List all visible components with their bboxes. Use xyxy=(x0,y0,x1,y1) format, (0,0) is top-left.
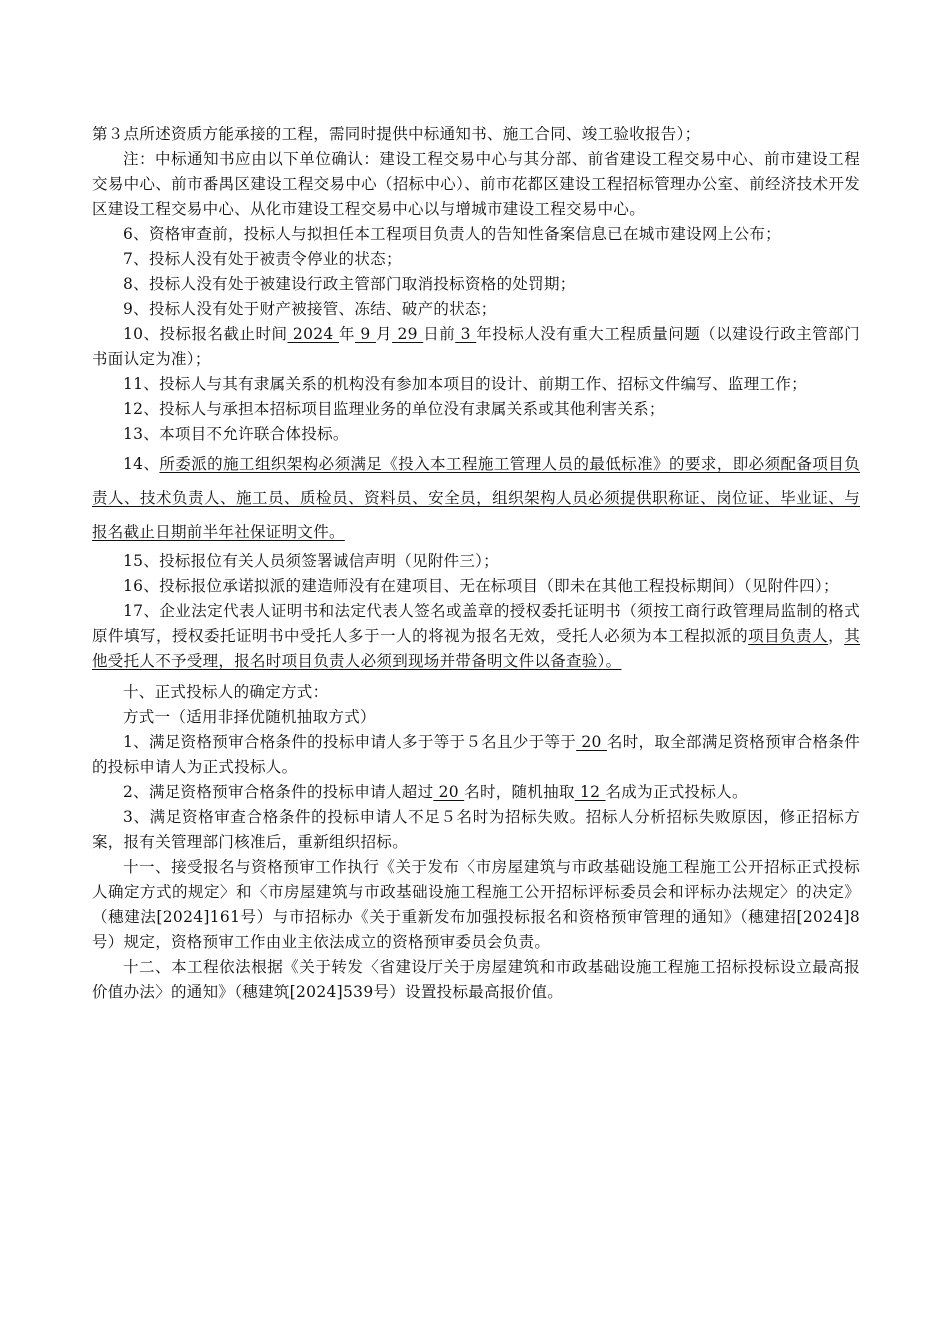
rule-1-text: 1、满足资格预审合格条件的投标申请人多于等于５名且少于等于 xyxy=(123,733,577,751)
rule-2-threshold: 20 xyxy=(433,783,465,801)
section-10-heading: 十、正式投标人的确定方式： xyxy=(123,683,329,701)
deadline-day: 29 xyxy=(392,325,424,343)
paragraph-qualification-continuation: 第３点所述资质方能承接的工程，需同时提供中标通知书、施工合同、竣工验收报告）； xyxy=(92,125,701,143)
item-17-underlined-role: 项目负责人 xyxy=(748,627,829,645)
rule-2-draw-count: 12 xyxy=(574,783,606,801)
item-8: 8、投标人没有处于被建设行政主管部门取消投标资格的处罚期； xyxy=(123,275,576,293)
rule-2-text: 名时，随机抽取 xyxy=(464,783,575,801)
item-10-text: 10、投标报名截止时间 xyxy=(123,325,288,343)
quality-years: 3 xyxy=(455,325,477,343)
rule-2-text: 2、满足资格预审合格条件的投标申请人超过 xyxy=(123,783,434,801)
item-15: 15、投标报位有关人员须签署诚信声明（见附件三）； xyxy=(123,552,499,570)
item-16: 16、投标报位承诺拟派的建造师没有在建项目、无在标项目（即未在其他工程投标期间）（见附件四）； xyxy=(123,577,839,595)
rule-1-text: 名时，取全部满足资格预审合格条件的投标申请人为正式投标人。 xyxy=(92,733,860,776)
rule-3: 3、满足资格审查合格条件的投标申请人不足５名时为招标失败。招标人分析招标失败原因，修正招标方案，报有关管理部门核准后，重新组织招标。 xyxy=(92,808,860,851)
item-6: 6、资格审查前，投标人与拟担任本工程项目负责人的告知性备案信息已在城市建设网上公布； xyxy=(123,225,781,243)
item-17-text: 17、企业法定代表人证明书和法定代表人签名或盖章的授权委托证明书（须按工商行政管理局监制的格式原件填写，授权委托证明书中受托人多于一人的将视为报名无效，受托人必须为本工程拟派的 xyxy=(92,602,860,645)
item-7: 7、投标人没有处于被责令停业的状态； xyxy=(123,250,402,268)
item-11: 11、投标人与其有隶属关系的机构没有参加本项目的设计、前期工作、招标文件编写、监理工作； xyxy=(123,375,807,393)
item-10-text: 月 xyxy=(376,325,393,343)
item-12: 12、投标人与承担本招标项目监理业务的单位没有隶属关系或其他利害关系； xyxy=(123,400,665,418)
rule-2 xyxy=(92,780,860,805)
section-11: 十一、接受报名与资格预审工作执行《关于发布〈市房屋建筑与市政基础设施工程施工公开招标正式投标人确定方式的规定〉和〈市房屋建筑与市政基础设施工程施工公开招标评标委员会和评标办法规定〉的决定》（穗建法[2024]161号）与市招标办《关于重新发布加强投标报名和资格预审管理的通知》（穗建招[2024]8号）规定，资格预审工作由业主依法成立的资格预审委员会负责。 xyxy=(92,858,860,951)
item-17 xyxy=(92,599,860,674)
rule-2-text: 名成为正式投标人。 xyxy=(605,783,748,801)
item-17-text: ， xyxy=(828,627,845,645)
item-9: 9、投标人没有处于财产被接管、冻结、破产的状态； xyxy=(123,300,497,318)
item-10-text: 年投标人没有重大工程质量问题（以建设行政主管部门书面认定为准）； xyxy=(92,325,860,368)
method-one: 方式一（适用非择优随机抽取方式） xyxy=(123,708,376,726)
rule-1-count: 20 xyxy=(576,733,607,751)
section-12: 十二、本工程依法根据《关于转发〈省建设厅关于房屋建筑和市政基础设施工程施工招标投标设立最高报价值办法〉的通知》（穗建筑[2024]539号）设置投标最高报价值。 xyxy=(92,958,860,1001)
document-body xyxy=(92,122,860,1005)
item-10-text: 年 xyxy=(339,325,355,343)
item-10-text: 日前 xyxy=(423,325,456,343)
deadline-month: 9 xyxy=(355,325,377,343)
rule-1 xyxy=(92,730,860,780)
item-14-underlined-text: 所委派的施工组织架构必须满足《投入本工程施工管理人员的最低标准》的要求，即必须配备项目负责人、技术负责人、施工员、质检员、资料员、安全员，组织架构人员必须提供职称证、岗位证、毕业证、与报名截止日期前半年社保证明文件。 xyxy=(92,455,861,541)
deadline-year: 2024 xyxy=(287,325,339,343)
item-10 xyxy=(92,322,860,372)
paragraph-note: 注：中标通知书应由以下单位确认：建设工程交易中心与其分部、前省建设工程交易中心、前市建设工程交易中心、前市番禺区建设工程交易中心（招标中心）、前市花都区建设工程招标管理办公室、前经济技术开发区建设工程交易中心、从化市建设工程交易中心以与增城市建设工程交易中心。 xyxy=(92,150,860,218)
item-14-number: 14、 xyxy=(123,455,160,473)
item-17-underlined-text: 其他受托人不予受理，报名时项目负责人必须到现场并带备明文件以备查验）。 xyxy=(92,627,860,670)
item-14 xyxy=(92,447,860,549)
item-13: 13、本项目不允许联合体投标。 xyxy=(123,425,349,443)
